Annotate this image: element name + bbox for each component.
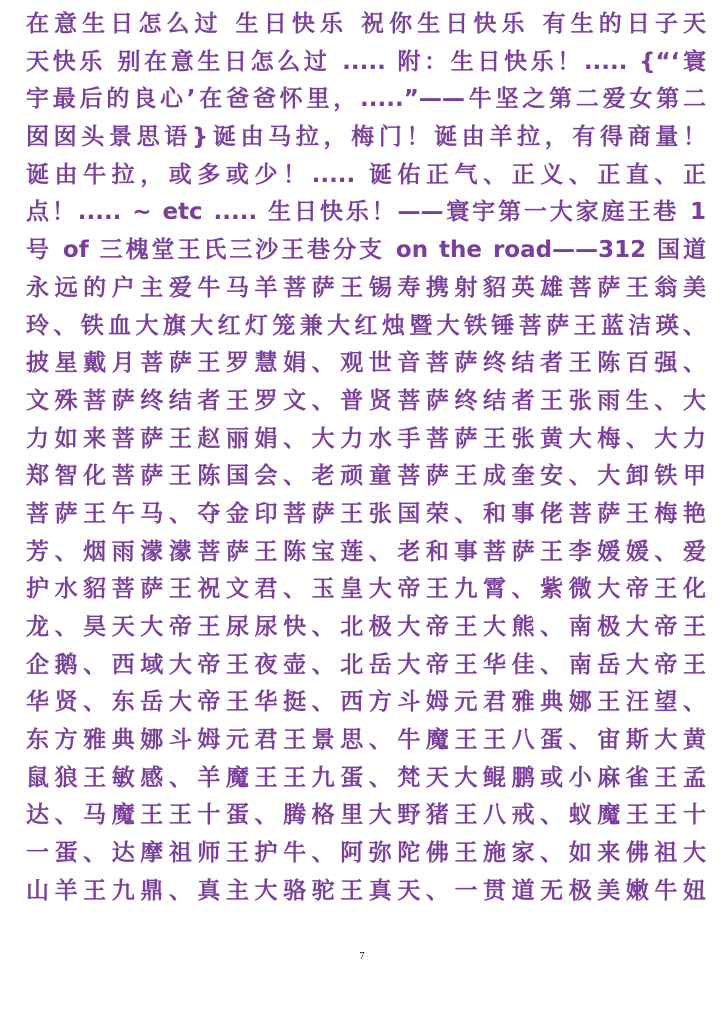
- text-line: 东方雅典娜斗姆元君王景思、牛魔王王八蛋、宙斯大黄: [26, 727, 706, 754]
- text-line: 玲、铁血大旗大红灯笼兼大红烛暨大铁锤菩萨王蓝洁瑛、: [26, 312, 706, 339]
- text-line: 企鹅、西域大帝王夜壶、北岳大帝王华佳、南岳大帝王: [26, 651, 706, 678]
- body-text: [26, 6, 706, 911]
- text-line: 一蛋、达摩祖师王护牛、阿弥陀佛王施家、如来佛祖大: [26, 840, 706, 867]
- page-number: 7: [359, 951, 365, 962]
- text-line: 郑智化菩萨王陈国会、老顽童菩萨王成奎安、大卸铁甲: [26, 463, 706, 490]
- text-line: 华贤、东岳大帝王华挺、西方斗姆元君雅典娜王汪望、: [26, 689, 706, 716]
- text-line: 菩萨王午马、夺金印菩萨王张国荣、和事佬菩萨王梅艳: [26, 500, 706, 527]
- text-line: 在意生日怎么过 生日快乐 祝你生日快乐 有生的日子天: [26, 11, 706, 37]
- text-line: 永远的户主爱牛马羊菩萨王锡寿携射貂英雄菩萨王翁美: [26, 274, 706, 301]
- text-line: 山羊王九鼎、真主大骆驼王真天、一贯道无极美嫩牛妞: [26, 877, 706, 904]
- text-line: 诞由牛拉，或多或少！..... 诞佑正气、正义、正直、正: [26, 161, 706, 188]
- text-line: 点！..... ~ etc ..... 生日快乐！——寰宇第一大家庭王巷 1: [26, 199, 706, 226]
- text-line: 护水貂菩萨王祝文君、玉皇大帝王九霄、紫微大帝王化: [26, 576, 706, 603]
- text-line: 号 of 三槐堂王氏三沙王巷分支 on the road——312 国道: [26, 237, 706, 264]
- text-line: 龙、昊天大帝王尿尿快、北极大帝王大熊、南极大帝王: [26, 614, 706, 640]
- text-line: 芳、烟雨濛濛菩萨王陈宝莲、老和事菩萨王李媛媛、爱: [26, 538, 706, 565]
- text-line: 天快乐 别在意生日怎么过 ..... 附：生日快乐！..... {“‘寰: [26, 48, 706, 75]
- text-line: 鼠狼王敏感、羊魔王王九蛋、梵天大鲲鹏或小麻雀王孟: [26, 764, 706, 791]
- text-line: 披星戴月菩萨王罗慧娟、观世音菩萨终结者王陈百强、: [26, 350, 706, 377]
- text-line: 达、马魔王王十蛋、腾格里大野猪王八戒、蚁魔王王十: [26, 802, 706, 829]
- text-line: 力如来菩萨王赵丽娟、大力水手菩萨王张黄大梅、大力: [26, 425, 706, 452]
- text-line: 宇最后的良心’在爸爸怀里，.....”——牛坚之第二爱女第二: [26, 86, 706, 113]
- text-line: 文殊菩萨终结者王罗文、普贤菩萨终结者王张雨生、大: [26, 387, 706, 414]
- text-line: 囡囡头景思语}诞由马拉，梅门！诞由羊拉，有得商量！: [26, 124, 706, 151]
